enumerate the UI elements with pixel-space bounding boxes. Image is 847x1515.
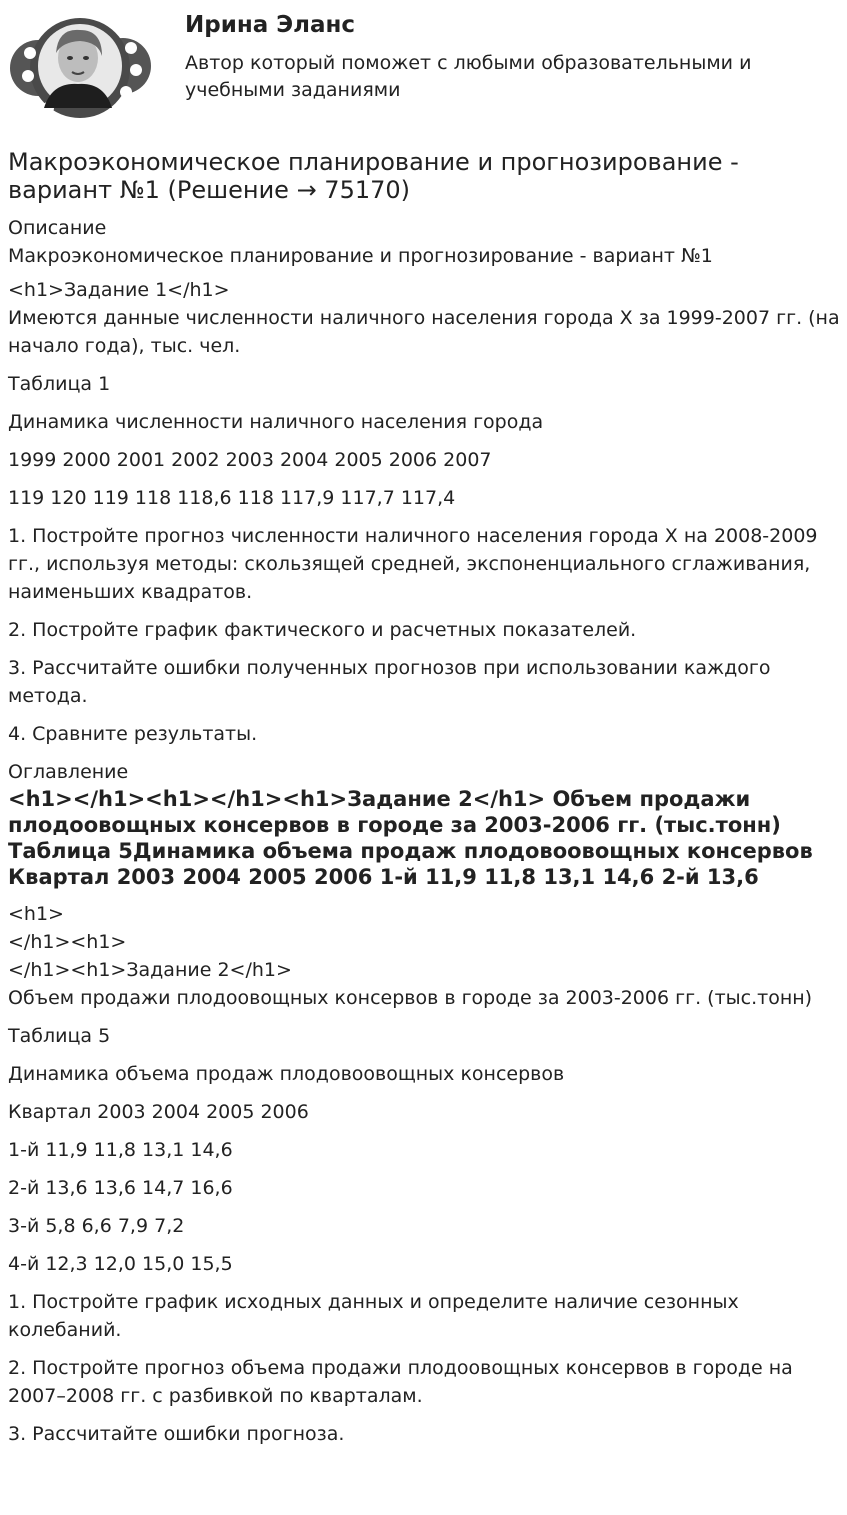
task2-table-row: 3-й 5,8 6,6 7,9 7,2 [8,1215,185,1237]
description-label: Описание [8,217,107,239]
task1-question: 4. Сравните результаты. [8,723,258,745]
task1-intro: Имеются данные численности наличного населения города X за 1999-2007 гг. (на начало года), тыс. чел. [8,307,840,357]
document-content [8,148,840,1458]
task1-table-label: Таблица 1 [8,373,111,395]
raw-markup-line: </h1><h1>Задание 2</h1> [8,959,292,981]
task2-intro: Объем продажи плодоовощных консервов в городе за 2003-2006 гг. (тыс.тонн) [8,987,813,1009]
task1-table-caption: Динамика численности наличного населения города [8,411,544,433]
task1-values-row: 119 120 119 118 118,6 118 117,9 117,7 117,4 [8,487,456,509]
task1-question: 1. Постройте прогноз численности наличного населения города X на 2008-2009 гг., используя методы: скользящей средней, экспоненциального сглаживания, наименьших квадратов. [8,525,818,603]
toc-label: Оглавление [8,761,129,783]
author-avatar [8,8,153,126]
author-card [8,8,839,126]
page-title: Макроэкономическое планирование и прогнозирование - вариант №1 (Решение → 75170) [8,148,739,204]
task1-question: 2. Постройте график фактического и расчетных показателей. [8,619,637,641]
task2-table-row: 1-й 11,9 11,8 13,1 14,6 [8,1139,233,1161]
task1-years-row: 1999 2000 2001 2002 2003 2004 2005 2006 2007 [8,449,492,471]
description-subtitle: Макроэкономическое планирование и прогнозирование - вариант №1 [8,245,713,267]
author-description: Автор который поможет с любыми образовательными и учебными заданиями [185,52,752,101]
task2-table-row: Квартал 2003 2004 2005 2006 [8,1101,309,1123]
task2-question: 2. Постройте прогноз объема продажи плодоовощных консервов в городе на 2007–2008 гг. с разбивкой по кварталам. [8,1357,793,1407]
task2-table-row: 4-й 12,3 12,0 15,0 15,5 [8,1253,233,1275]
task2-table-caption: Динамика объема продаж плодовоовощных консервов [8,1063,565,1085]
task2-table-row: 2-й 13,6 13,6 14,7 16,6 [8,1177,233,1199]
raw-markup-line: <h1> [8,903,64,925]
task2-question: 1. Постройте график исходных данных и определите наличие сезонных колебаний. [8,1291,739,1341]
toc-content: <h1></h1><h1></h1><h1>Задание 2</h1> Объем продажи плодоовощных консервов в городе за 2003-2006 гг. (тыс.тонн) Таблица 5Динамика объема продаж плодовоовощных консервов Квартал 2003 2004 2005 2006 1-й 11,9 11,8 13,1 14,6 2-й 13,6 [8,787,813,889]
raw-markup-line: </h1><h1> [8,931,127,953]
task1-question: 3. Рассчитайте ошибки полученных прогнозов при использовании каждого метода. [8,657,771,707]
task1-heading: <h1>Задание 1</h1> [8,279,230,301]
task2-table-label: Таблица 5 [8,1025,111,1047]
task2-question: 3. Рассчитайте ошибки прогноза. [8,1423,345,1445]
author-name: Ирина Эланс [185,12,356,38]
